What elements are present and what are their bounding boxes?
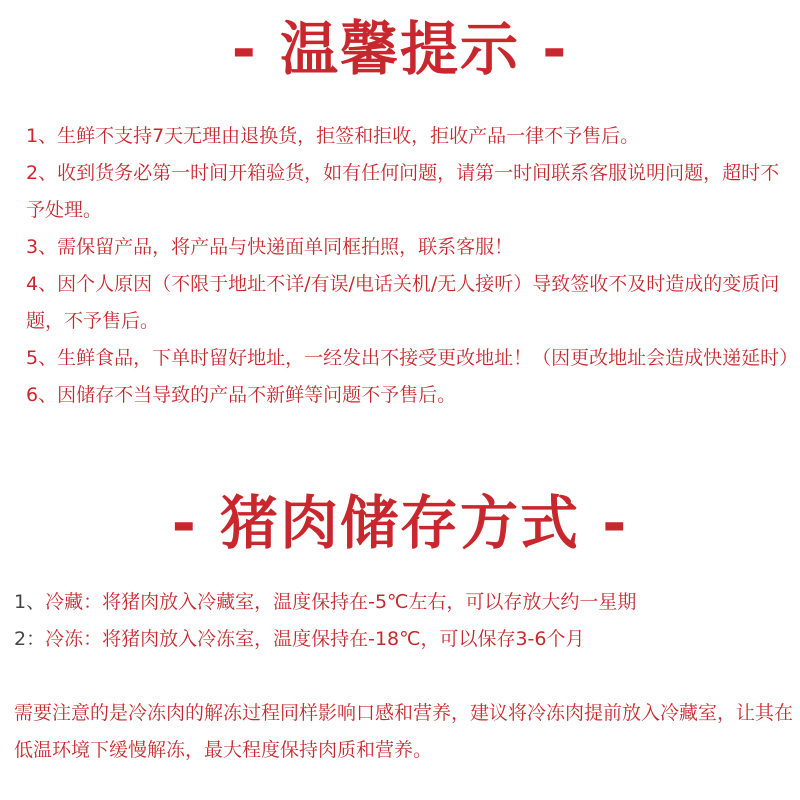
- storage-item: [14, 584, 794, 621]
- tip-item: 4、因个人原因（不限于地址不详/有误/电话关机/无人接听）导致签收不及时造成的变质问题，不予售后。: [26, 273, 780, 332]
- tip-item: 2、收到货务必第一时间开箱验货，如有任何问题，请第一时间联系客服说明问题，超时不予处理。: [26, 162, 780, 221]
- heading-storage: - 猪肉储存方式 -: [171, 489, 629, 557]
- tip-item: 1、生鲜不支持7天无理由退换货，拒签和拒收，拒收产品一律不予售后。: [26, 125, 640, 147]
- tips-list: [26, 118, 799, 414]
- storage-item: [14, 621, 794, 658]
- tip-item: 5、生鲜食品，下单时留好地址，一经发出不接受更改地址！（因更改地址会造成快递延时）: [26, 347, 799, 369]
- storage-item-number: 2：: [14, 628, 46, 650]
- tip-item: 6、因储存不当导致的产品不新鲜等问题不予售后。: [26, 384, 457, 406]
- tip-item: 3、需保留产品，将产品与快递面单同框拍照，联系客服！: [26, 236, 514, 258]
- storage-list: [14, 584, 794, 658]
- storage-item-text: 冷藏：将猪肉放入冷藏室，温度保持在-5℃左右，可以存放大约一星期: [45, 591, 637, 613]
- heading-tips: - 温馨提示 -: [231, 15, 569, 83]
- storage-item-text: 冷冻：将猪肉放入冷冻室，温度保持在-18℃，可以保存3-6个月: [45, 628, 585, 650]
- storage-item-number: 1、: [14, 591, 46, 613]
- thaw-note: 需要注意的是冷冻肉的解冻过程同样影响口感和营养，建议将冷冻肉提前放入冷藏室，让其在低温环境下缓慢解冻，最大程度保持肉质和营养。: [14, 702, 794, 761]
